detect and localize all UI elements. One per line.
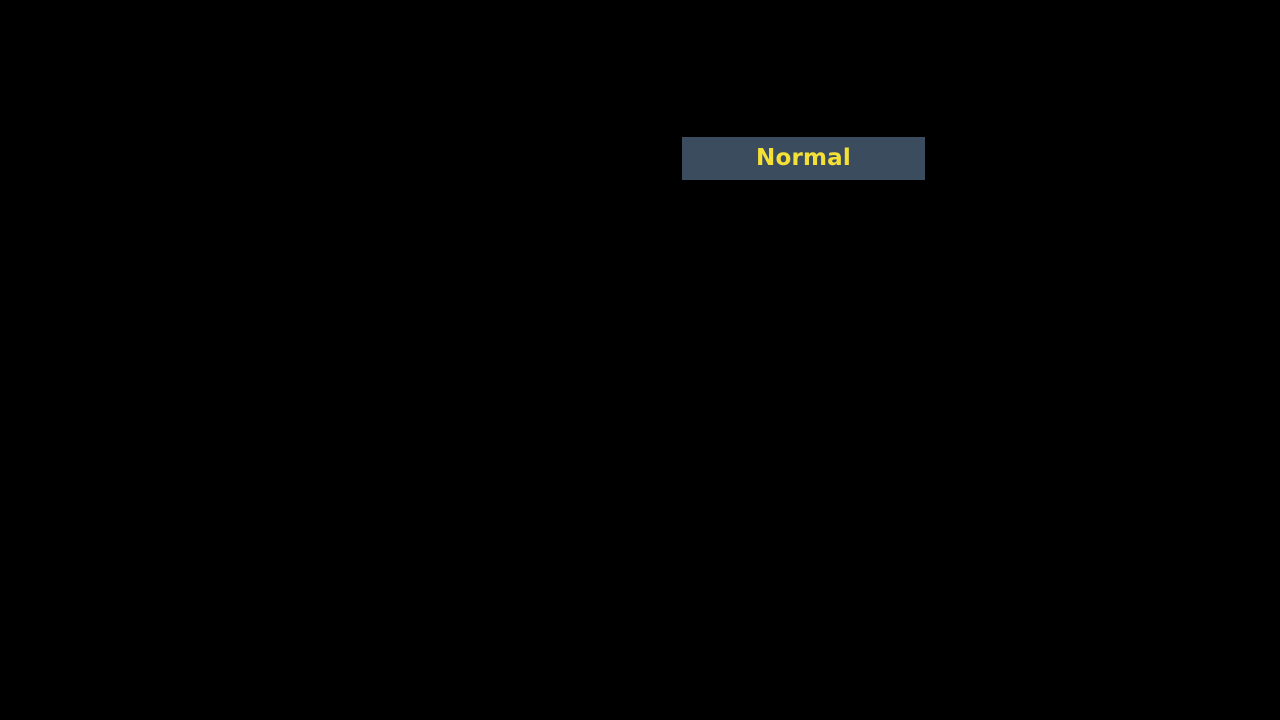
mode-banner[interactable] [682, 137, 925, 180]
mode-banner-label: Normal [756, 145, 851, 171]
